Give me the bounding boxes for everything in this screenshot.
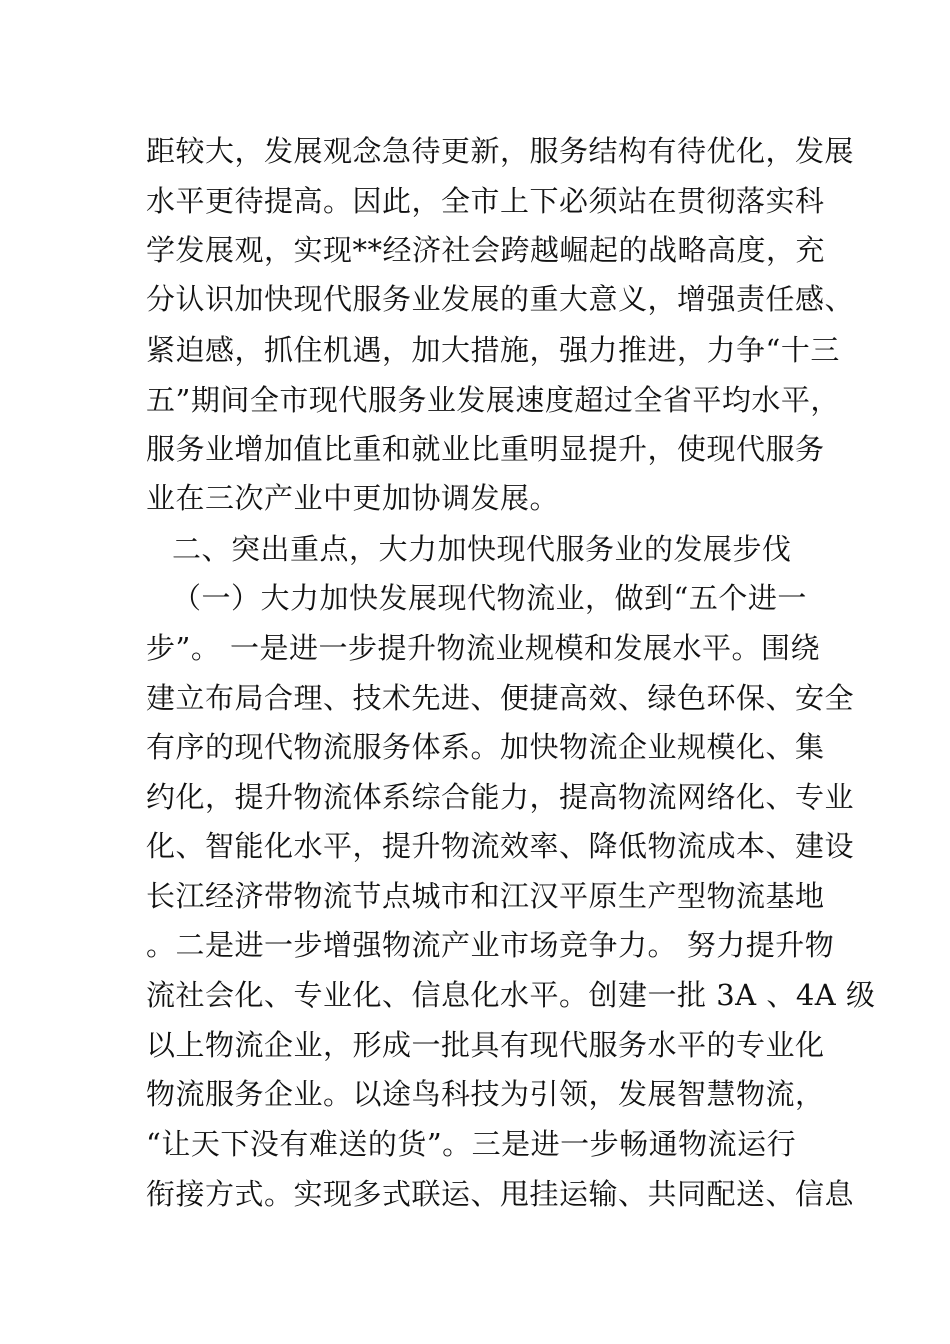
paragraph-line-7: 服务业增加值比重和就业比重明显提升，使现代服务 — [146, 432, 825, 466]
paragraph-line-15: 化、智能化水平，提升物流效率、降低物流成本、建设 — [146, 829, 855, 863]
paragraph-line-16: 长江经济带物流节点城市和江汉平原生产型物流基地 — [146, 879, 825, 913]
paragraph-line-21: “让天下没有难送的货”。三是进一步畅通物流运行 — [146, 1127, 797, 1161]
paragraph-line-8: 业在三次产业中更加协调发展。 — [146, 481, 560, 515]
paragraph-line-17: 。二是进一步增强物流产业市场竞争力。 努力提升物 — [146, 928, 835, 962]
section-heading: 二、突出重点，大力加快现代服务业的发展步伐 — [172, 532, 792, 566]
paragraph-line-13: 有序的现代物流服务体系。加快物流企业规模化、集 — [146, 730, 825, 764]
subsection-heading-line-1: （一）大力加快发展现代物流业，做到“五个进一 — [172, 581, 807, 615]
paragraph-line-3: 学发展观，实现**经济社会跨越崛起的战略高度，充 — [146, 233, 826, 267]
paragraph-line-6: 五”期间全市现代服务业发展速度超过全省平均水平， — [146, 383, 840, 417]
paragraph-line-22: 衔接方式。实现多式联运、甩挂运输、共同配送、信息 — [146, 1177, 855, 1211]
paragraph-line-5: 紧迫感，抓住机遇，加大措施，强力推进，力争“十三 — [146, 333, 840, 367]
paragraph-line-14: 约化，提升物流体系综合能力，提高物流网络化、专业 — [146, 780, 855, 814]
paragraph-line-4: 分认识加快现代服务业发展的重大意义，增强责任感、 — [146, 282, 855, 316]
paragraph-line-11: 步”。 一是进一步提升物流业规模和发展水平。围绕 — [146, 631, 821, 665]
paragraph-line-1: 距较大，发展观念急待更新，服务结构有待优化，发展 — [146, 134, 855, 168]
paragraph-line-18: 流社会化、专业化、信息化水平。创建一批 3A 、4A 级 — [146, 978, 876, 1012]
paragraph-line-20: 物流服务企业。以途鸟科技为引领，发展智慧物流， — [146, 1077, 825, 1111]
paragraph-line-12: 建立布局合理、技术先进、便捷高效、绿色环保、安全 — [146, 681, 855, 715]
paragraph-line-19: 以上物流企业，形成一批具有现代服务水平的专业化 — [146, 1028, 825, 1062]
paragraph-line-2: 水平更待提高。因此，全市上下必须站在贯彻落实科 — [146, 184, 825, 218]
